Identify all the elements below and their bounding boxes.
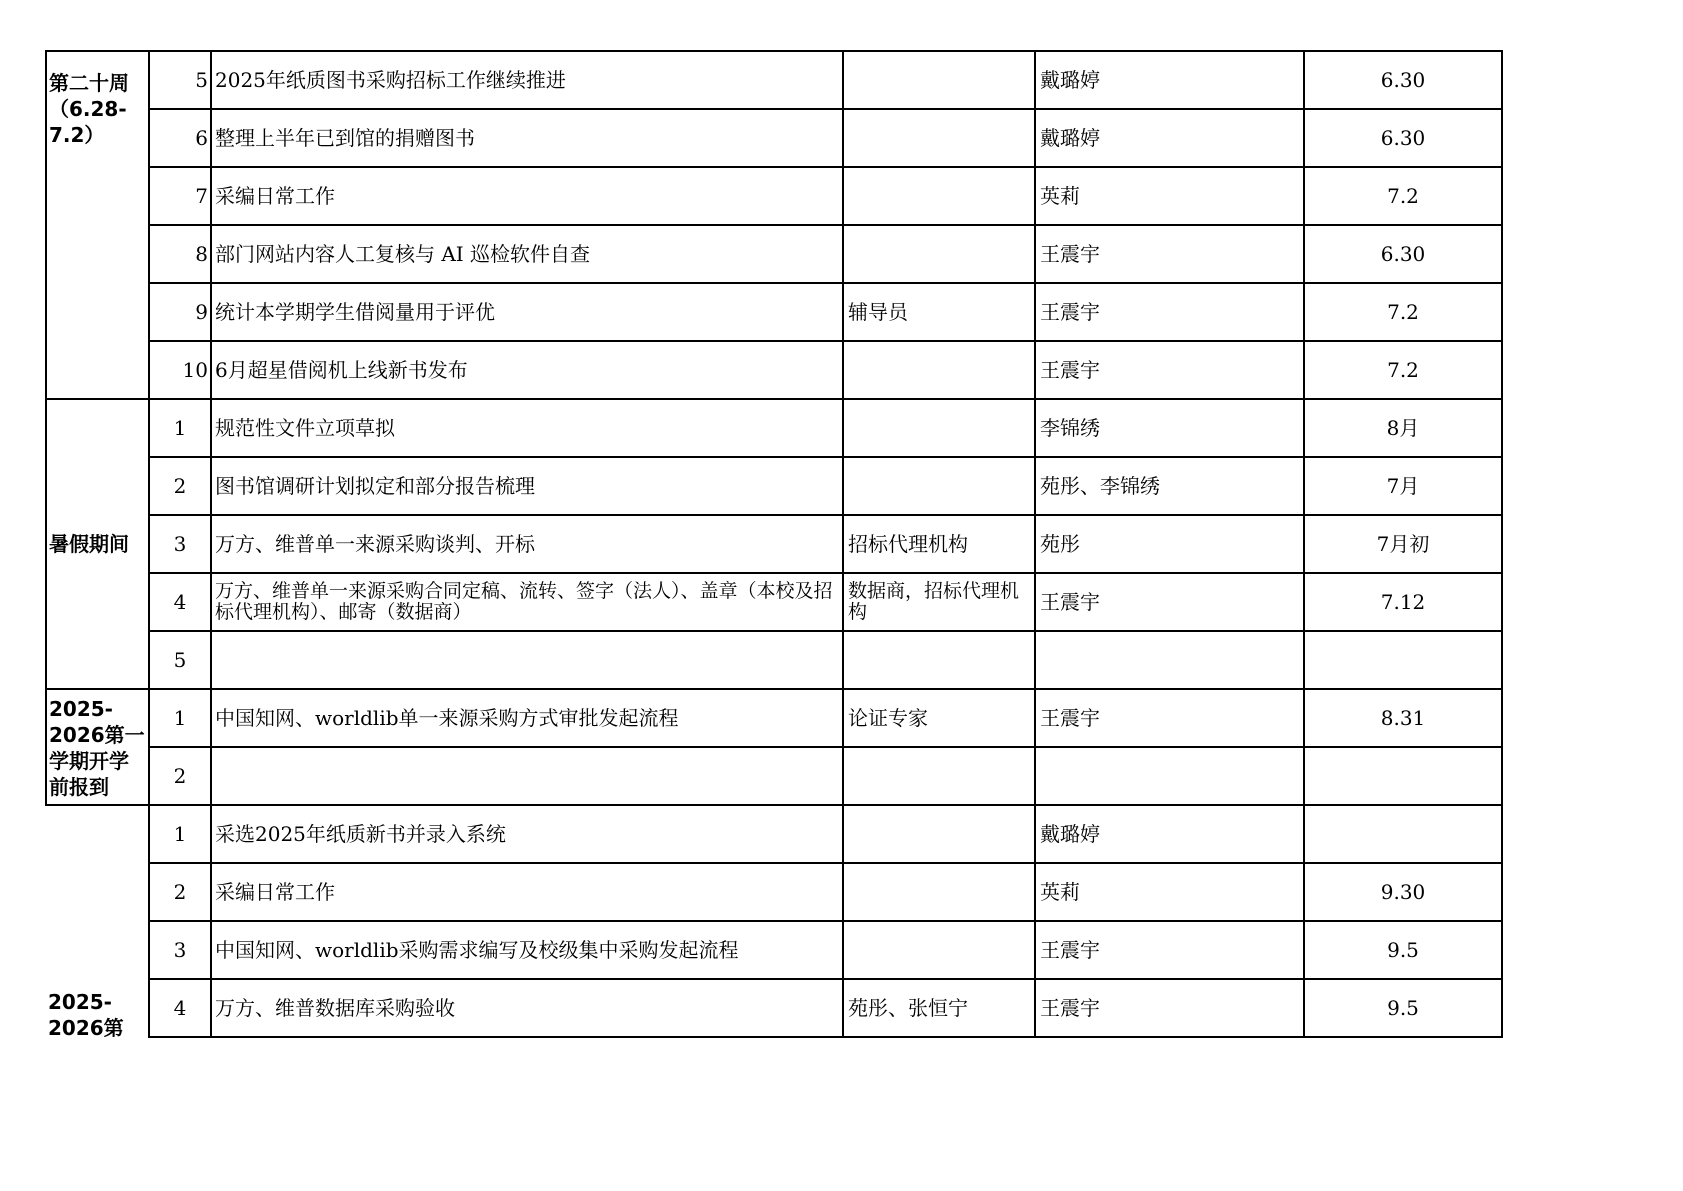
item-number: 4 [149,979,211,1037]
owner-cell: 苑彤 [1035,515,1304,573]
task-cell: 部门网站内容人工复核与 AI 巡检软件自查 [211,225,843,283]
owner-cell: 王震宇 [1035,225,1304,283]
task-cell: 万方、维普单一来源采购谈判、开标 [211,515,843,573]
item-number: 7 [149,167,211,225]
item-number: 3 [149,921,211,979]
table-row [46,515,1502,573]
item-number: 2 [149,863,211,921]
owner-cell: 王震宇 [1035,689,1304,747]
table-row [46,747,1502,805]
table-row [46,921,1502,979]
deadline-cell [1304,631,1502,689]
owner-cell: 王震宇 [1035,921,1304,979]
deadline-cell: 8.31 [1304,689,1502,747]
owner-cell [1035,631,1304,689]
cooperator-cell [843,225,1035,283]
item-number: 10 [149,341,211,399]
deadline-cell [1304,747,1502,805]
cooperator-cell [843,167,1035,225]
owner-cell: 苑彤、李锦绣 [1035,457,1304,515]
cooperator-cell [843,747,1035,805]
cooperator-cell [843,921,1035,979]
deadline-cell: 9.30 [1304,863,1502,921]
task-cell: 统计本学期学生借阅量用于评优 [211,283,843,341]
table-row [46,225,1502,283]
deadline-cell: 8月 [1304,399,1502,457]
item-number: 1 [149,399,211,457]
period-cell [46,805,149,1037]
task-cell: 采选2025年纸质新书并录入系统 [211,805,843,863]
deadline-cell: 6.30 [1304,109,1502,167]
cooperator-cell [843,863,1035,921]
item-number: 5 [149,631,211,689]
table-row [46,167,1502,225]
cooperator-cell: 苑彤、张恒宁 [843,979,1035,1037]
cooperator-cell: 论证专家 [843,689,1035,747]
item-number: 5 [149,51,211,109]
cooperator-cell: 辅导员 [843,283,1035,341]
owner-cell: 王震宇 [1035,979,1304,1037]
work-plan-table [45,50,1503,1038]
item-number: 6 [149,109,211,167]
deadline-cell: 7.2 [1304,341,1502,399]
cooperator-cell [843,341,1035,399]
task-cell [211,631,843,689]
deadline-cell: 7.2 [1304,283,1502,341]
task-cell: 6月超星借阅机上线新书发布 [211,341,843,399]
period-label-cut: 2025-2026第 [48,990,124,1037]
item-number: 3 [149,515,211,573]
cooperator-cell: 数据商，招标代理机构 [843,573,1035,631]
item-number: 4 [149,573,211,631]
cooperator-cell [843,399,1035,457]
item-number: 9 [149,283,211,341]
task-cell: 万方、维普数据库采购验收 [211,979,843,1037]
table-row [46,689,1502,747]
cooperator-cell [843,51,1035,109]
table-row [46,863,1502,921]
item-number: 1 [149,689,211,747]
task-cell: 采编日常工作 [211,863,843,921]
deadline-cell: 7月初 [1304,515,1502,573]
owner-cell: 戴璐婷 [1035,109,1304,167]
cooperator-cell [843,109,1035,167]
deadline-cell: 7.2 [1304,167,1502,225]
deadline-cell: 9.5 [1304,979,1502,1037]
task-cell: 中国知网、worldlib单一来源采购方式审批发起流程 [211,689,843,747]
cooperator-cell [843,631,1035,689]
cooperator-cell: 招标代理机构 [843,515,1035,573]
table-row [46,51,1502,109]
owner-cell: 王震宇 [1035,341,1304,399]
task-cell: 万方、维普单一来源采购合同定稿、流转、签字（法人）、盖章（本校及招标代理机构）、邮寄（数据商） [211,573,843,631]
owner-cell [1035,747,1304,805]
owner-cell: 英莉 [1035,167,1304,225]
cooperator-cell [843,457,1035,515]
table-row [46,631,1502,689]
table-row [46,399,1502,457]
task-cell: 整理上半年已到馆的捐赠图书 [211,109,843,167]
deadline-cell: 7月 [1304,457,1502,515]
table-row [46,109,1502,167]
owner-cell: 李锦绣 [1035,399,1304,457]
task-cell: 采编日常工作 [211,167,843,225]
owner-cell: 英莉 [1035,863,1304,921]
table-row [46,573,1502,631]
owner-cell: 王震宇 [1035,573,1304,631]
task-cell [211,747,843,805]
period-cell: 2025-2026第一学期开学前报到 [46,689,149,805]
task-cell: 图书馆调研计划拟定和部分报告梳理 [211,457,843,515]
deadline-cell: 6.30 [1304,225,1502,283]
owner-cell: 戴璐婷 [1035,51,1304,109]
deadline-cell: 9.5 [1304,921,1502,979]
table-row [46,805,1502,863]
owner-cell: 戴璐婷 [1035,805,1304,863]
task-cell: 2025年纸质图书采购招标工作继续推进 [211,51,843,109]
table-row [46,283,1502,341]
deadline-cell [1304,805,1502,863]
period-cell: 第二十周（6.28-7.2） [46,51,149,399]
table-row [46,457,1502,515]
deadline-cell: 7.12 [1304,573,1502,631]
deadline-cell: 6.30 [1304,51,1502,109]
period-cell: 暑假期间 [46,399,149,689]
owner-cell: 王震宇 [1035,283,1304,341]
task-cell: 规范性文件立项草拟 [211,399,843,457]
task-cell: 中国知网、worldlib采购需求编写及校级集中采购发起流程 [211,921,843,979]
item-number: 2 [149,747,211,805]
table-row [46,341,1502,399]
item-number: 2 [149,457,211,515]
item-number: 1 [149,805,211,863]
table-row [46,979,1502,1037]
item-number: 8 [149,225,211,283]
cooperator-cell [843,805,1035,863]
